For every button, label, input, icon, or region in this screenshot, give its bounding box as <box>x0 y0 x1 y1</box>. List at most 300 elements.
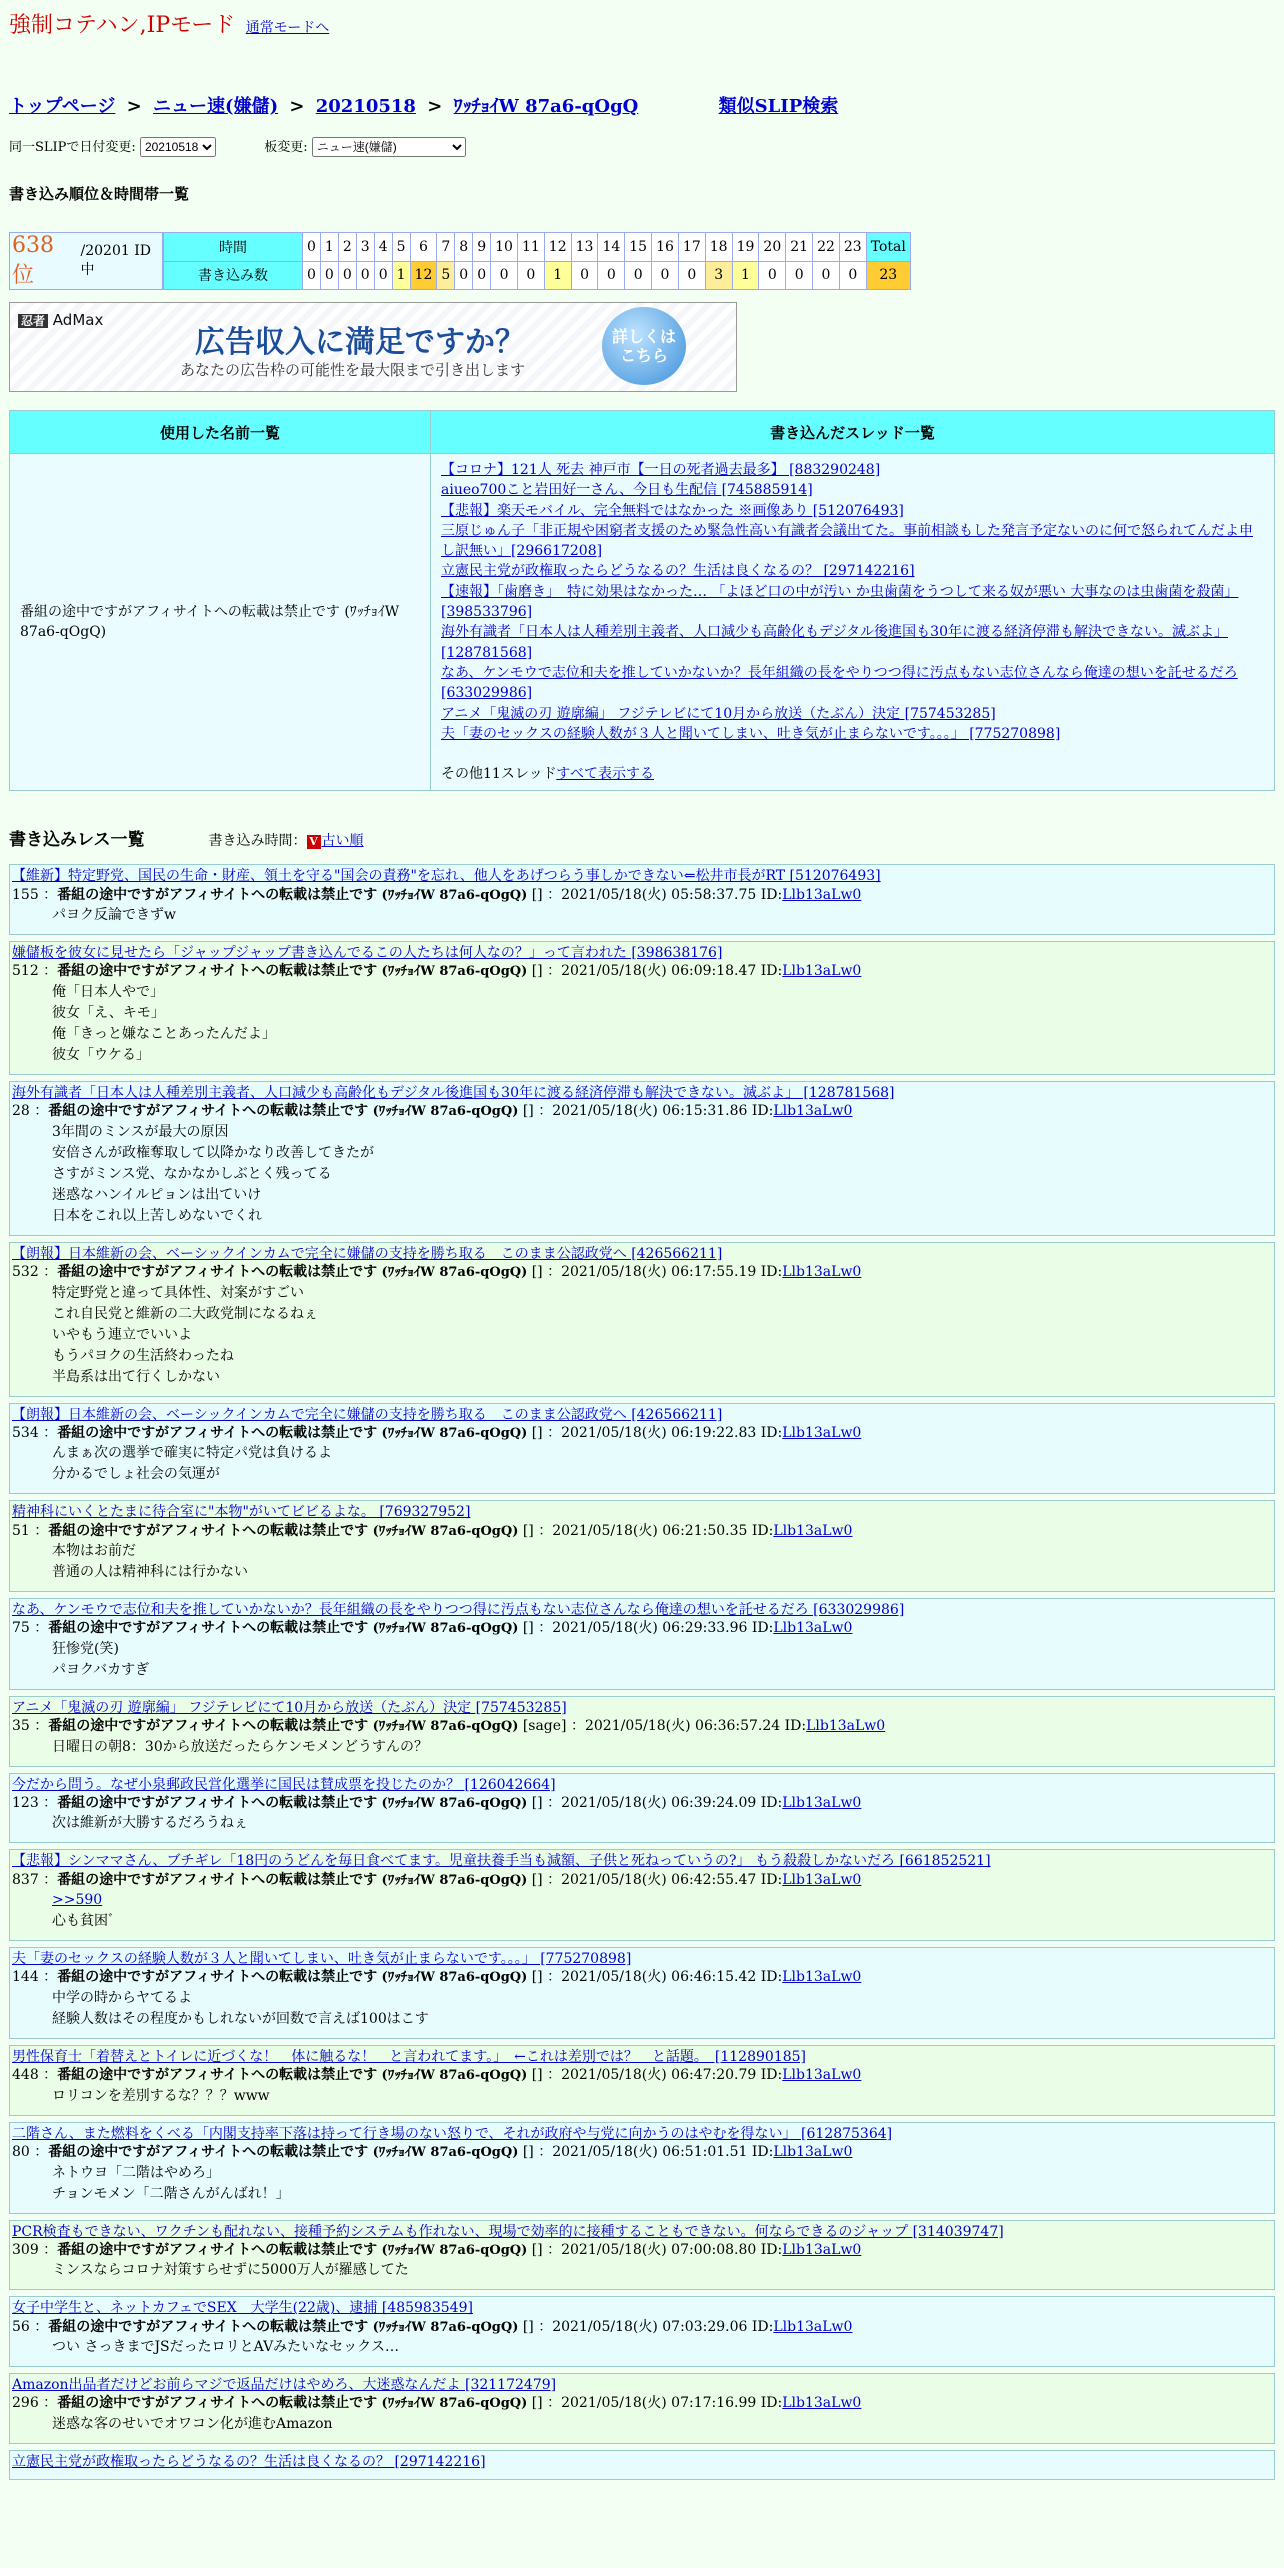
post-name: 番組の途中ですがアフィサイトへの転載は禁止です <box>57 1871 378 1888</box>
post-mail: [] <box>531 1871 543 1888</box>
names-threads-table <box>9 410 1275 791</box>
post-number: 448 <box>12 2067 39 2084</box>
post-line: 俺「日本人やで」 <box>52 984 164 1001</box>
post-thread-link[interactable]: 海外有識者「日本人は人種差別主義者、人口減少も高齢化もデジタル後進国も30年に渡る経済停滞も解決できない。滅ぶよ」 [128781568] <box>12 1085 895 1102</box>
count-cell: 0 <box>303 261 321 290</box>
post-body <box>12 982 1272 1066</box>
post-line: ネトウヨ「二階はやめろ」 <box>52 2164 220 2181</box>
hour-cell: 2 <box>338 233 356 262</box>
hour-cell: 5 <box>392 233 410 262</box>
thread-link[interactable]: 海外有識者「日本人は人種差別主義者、人口減少も高齢化もデジタル後進国も30年に渡る経済停滞も解決できない。滅ぶよ」 [128781568] <box>441 624 1228 661</box>
post <box>9 1773 1275 1844</box>
post <box>9 1849 1275 1941</box>
count-cell: 0 <box>598 261 625 290</box>
board-select[interactable] <box>312 137 466 157</box>
ranking-row <box>9 232 1275 290</box>
post-thread-link[interactable]: 精神科にいくとたまに待合室に"本物"がいてビビるよな。 [769327952] <box>12 1504 471 1521</box>
post <box>9 2296 1275 2367</box>
post-line: 心も貧困ﾞ <box>52 1913 115 1930</box>
names-header: 使用した名前一覧 <box>10 411 431 454</box>
post-meta: 532 ：番組の途中ですがアフィサイトへの転載は禁止です (ﾜｯﾁｮｲW 87a6-qOgQ) [] ：2021/05/18(火) 06:17:55.19 ID:Llb13aLw0 <box>12 1263 862 1280</box>
post-mail: [] <box>531 886 543 903</box>
post-meta: 80 ：番組の途中ですがアフィサイトへの転載は禁止です (ﾜｯﾁｮｲW 87a6-qOgQ) [] ：2021/05/18(火) 06:51:01.51 ID:Llb13aLw0 <box>12 2144 853 2161</box>
post-name: 番組の途中ですがアフィサイトへの転載は禁止です <box>57 1263 378 1280</box>
hour-cell: 14 <box>598 233 625 262</box>
post-mail: [] <box>522 2318 534 2335</box>
hour-cell: 22 <box>813 233 840 262</box>
post-trip: (ﾜｯﾁｮｲW 87a6-qOgQ) <box>381 2396 528 2412</box>
thread-link[interactable]: 立憲民主党が政権取ったらどうなるの？生活は良くなるの？ [297142216] <box>441 563 915 580</box>
post-line: パヨク反論できずw <box>52 907 176 924</box>
hour-cell: 7 <box>437 233 455 262</box>
hour-cell: 20 <box>759 233 786 262</box>
post-thread-link[interactable]: PCR検査もできない、ワクチンも配れない、接種予約システムも作れない、現場で効率的に接種することもできない。何ならできるのジャップ [314039747] <box>12 2223 1004 2240</box>
threads-header: 書き込んだスレッド一覧 <box>431 411 1275 454</box>
hours-row <box>164 233 911 262</box>
count-cell: 0 <box>625 261 652 290</box>
post-number: 512 <box>12 963 39 980</box>
post <box>9 2045 1275 2116</box>
hour-cell: 1 <box>320 233 338 262</box>
hour-cell: 12 <box>544 233 571 262</box>
thread-list <box>441 460 1264 744</box>
hour-cell: 8 <box>455 233 473 262</box>
post-thread-link[interactable]: 夫「妻のセックスの経験人数が３人と聞いてしまい、吐き気が止まらないです。。。」 [775270898] <box>12 1951 632 1968</box>
post-date: ：2021/05/18(火) 07:00:08.80 ID: <box>547 2241 783 2258</box>
post-line: 彼女「ウケる」 <box>52 1047 150 1064</box>
post <box>9 941 1275 1075</box>
post-id-link[interactable]: Llb13aLw0 <box>773 1620 853 1637</box>
thread-link[interactable]: 三原じゅん子「非正規や困窮者支援のため緊急性高い有識者会議出てた。事前相談もした発言予定ないのに何で怒られてんだよ申し訳無い」[296617208] <box>441 522 1253 560</box>
post-mail: [] <box>531 1263 543 1280</box>
breadcrumb-separator: > <box>427 96 443 117</box>
count-cell: 1 <box>732 261 759 290</box>
post-line: 迷惑なハンイルピョンは出ていけ <box>52 1186 262 1203</box>
post-body <box>12 2163 1272 2205</box>
post-line: もうパヨクの生活終わったね <box>52 1347 234 1364</box>
post-meta: 75 ：番組の途中ですがアフィサイトへの転載は禁止です (ﾜｯﾁｮｲW 87a6-qOgQ) [] ：2021/05/18(火) 06:29:33.96 ID:Llb13aLw0 <box>12 1620 853 1637</box>
post-number: 155 <box>12 886 39 903</box>
count-cell: 12 <box>410 261 437 290</box>
post-mail: [] <box>522 1522 534 1539</box>
post-mail: [] <box>531 2395 543 2412</box>
post-line: いやもう連立でいいよ <box>52 1326 192 1343</box>
post-id-link[interactable]: Llb13aLw0 <box>782 963 862 980</box>
order-control <box>209 830 364 850</box>
post-name: 番組の途中ですがアフィサイトへの転載は禁止です <box>57 2395 378 2412</box>
ad-banner[interactable] <box>9 302 737 392</box>
post-id-link[interactable]: Llb13aLw0 <box>773 1522 853 1539</box>
select-controls <box>9 136 1275 157</box>
post-name: 番組の途中ですがアフィサイトへの転載は禁止です <box>48 2318 369 2335</box>
post-body <box>12 1639 1272 1681</box>
hour-cell: 18 <box>705 233 732 262</box>
post-meta: 155 ：番組の途中ですがアフィサイトへの転載は禁止です (ﾜｯﾁｮｲW 87a6-qOgQ) [] ：2021/05/18(火) 05:58:37.75 ID:Llb13aLw0 <box>12 886 862 903</box>
rank-total: /20201 ID中 <box>80 243 151 278</box>
post <box>9 2122 1275 2214</box>
count-cell: 0 <box>759 261 786 290</box>
post-number: 51 <box>12 1522 30 1539</box>
post-trip: (ﾜｯﾁｮｲW 87a6-qOgQ) <box>372 1621 519 1637</box>
post-thread-link[interactable]: アニメ「鬼滅の刃 遊廓編」 フジテレビにて10月から放送（たぶん）決定 [757453285] <box>12 1699 567 1716</box>
post-date: ：2021/05/18(火) 07:03:29.06 ID: <box>538 2318 774 2335</box>
post-meta: 512 ：番組の途中ですがアフィサイトへの転載は禁止です (ﾜｯﾁｮｲW 87a6-qOgQ) [] ：2021/05/18(火) 06:09:18.47 ID:Llb13aLw0 <box>12 963 862 980</box>
post-meta: 51 ：番組の途中ですがアフィサイトへの転載は禁止です (ﾜｯﾁｮｲW 87a6-qOgQ) [] ：2021/05/18(火) 06:21:50.35 ID:Llb13aLw0 <box>12 1522 853 1539</box>
count-cell: 0 <box>374 261 392 290</box>
post-id-link[interactable]: Llb13aLw0 <box>782 2241 862 2258</box>
oldest-first-link[interactable]: 古い順 <box>321 833 364 850</box>
post-body <box>12 2260 1272 2281</box>
post-id-link[interactable]: Llb13aLw0 <box>773 1103 853 1120</box>
reply-anchor-link[interactable]: >>590 <box>52 1892 103 1909</box>
post-line: 日本をこれ以上苦しめないでくれ <box>52 1207 262 1224</box>
post-trip: (ﾜｯﾁｮｲW 87a6-qOgQ) <box>381 887 528 903</box>
hour-cell: 11 <box>517 233 544 262</box>
thread-link[interactable]: aiueo700こと岩田好一さん、今日も生配信 [745885914] <box>441 482 813 499</box>
post-trip: (ﾜｯﾁｮｲW 87a6-qOgQ) <box>381 1795 528 1811</box>
show-all-link[interactable]: すべて表示する <box>556 766 654 783</box>
post-line: 日曜日の朝8：30から放送だったらケンモメンどうすんの？ <box>52 1738 429 1755</box>
post-line: 中学の時からヤてるよ <box>52 1990 192 2007</box>
normal-mode-link[interactable]: 通常モードへ <box>245 20 330 36</box>
mode-title: 強制コテハン,IPモード <box>9 13 236 38</box>
post-mail: [] <box>522 1103 534 1120</box>
post-trip: (ﾜｯﾁｮｲW 87a6-qOgQ) <box>381 964 528 980</box>
ad-subtext: あなたの広告枠の可能性を最大限まで引き出します <box>180 361 526 379</box>
res-section-title: 書き込みレス一覧 <box>9 830 145 851</box>
post-body <box>12 905 1272 926</box>
post-body <box>12 1541 1272 1583</box>
post-mail: [] <box>531 1424 543 1441</box>
post-body <box>12 1122 1272 1227</box>
post-number: 837 <box>12 1871 39 1888</box>
date-select[interactable] <box>140 137 216 157</box>
post-name: 番組の途中ですがアフィサイトへの転載は禁止です <box>48 2144 369 2161</box>
names-cell <box>10 454 431 791</box>
breadcrumb <box>9 92 1275 118</box>
post-thread-link[interactable]: 【朗報】日本維新の会、ベーシックインカムで完全に嫌儲の支持を勝ち取る このまま公認政党へ [426566211] <box>12 1245 723 1262</box>
post-line: さすがミンス党、なかなかしぶとく残ってる <box>52 1165 332 1182</box>
post-id-link[interactable]: Llb13aLw0 <box>782 1871 862 1888</box>
board-change-label: 板変更: <box>264 140 308 155</box>
post-mail: [] <box>531 2067 543 2084</box>
count-cell: 0 <box>356 261 374 290</box>
count-cell: 1 <box>544 261 571 290</box>
post <box>9 1403 1275 1495</box>
post-id-link[interactable]: Llb13aLw0 <box>782 886 862 903</box>
hour-cell: 6 <box>410 233 437 262</box>
post-line: 3年間のミンスが最大の原因 <box>52 1123 229 1140</box>
sort-icon: V <box>307 835 321 849</box>
count-cell: 0 <box>517 261 544 290</box>
post-mail: [] <box>531 1794 543 1811</box>
hour-cell: 4 <box>374 233 392 262</box>
post-number: 532 <box>12 1263 39 1280</box>
post-body <box>12 1443 1272 1485</box>
post-body <box>12 1737 1272 1758</box>
post-line: これ自民党と維新の二大政党制になるねぇ <box>52 1305 318 1322</box>
post-name: 番組の途中ですがアフィサイトへの転載は禁止です <box>48 1620 369 1637</box>
rank-box <box>9 232 163 290</box>
post-thread-link[interactable]: なあ、ケンモウで志位和夫を推していかないか？長年組織の長をやりつつ得に汚点もない志位さんなら俺達の想いを託せるだろ [633029986] <box>12 1602 905 1619</box>
post-date: ：2021/05/18(火) 07:17:16.99 ID: <box>547 2395 783 2412</box>
post-name: 番組の途中ですがアフィサイトへの転載は禁止です <box>48 1103 369 1120</box>
post-line: 安倍さんが政権奪取して以降かなり改善してきたが <box>52 1144 374 1161</box>
post-line: 彼女「え、キモ」 <box>52 1005 165 1022</box>
post-line: ミンスならコロナ対策すらせずに5000万人が羅感してた <box>52 2262 409 2279</box>
post-number: 35 <box>12 1718 30 1735</box>
post-trip: (ﾜｯﾁｮｲW 87a6-qOgQ) <box>381 1425 528 1441</box>
breadcrumb-date[interactable]: 20210518 <box>315 96 416 117</box>
order-label: 書き込み時間： <box>208 833 307 850</box>
post-body <box>12 2086 1272 2107</box>
count-cell: 0 <box>455 261 473 290</box>
post-meta: 837 ：番組の途中ですがアフィサイトへの転載は禁止です (ﾜｯﾁｮｲW 87a6-qOgQ) [] ：2021/05/18(火) 06:42:55.47 ID:Llb13aLw0 <box>12 1871 862 1888</box>
post-id-link[interactable]: Llb13aLw0 <box>806 1718 886 1735</box>
post-thread-link[interactable]: 【悲報】シンママさん、ブチギレ「18円のうどんを毎日食べてます。児童扶養手当も減額、子供と死ねっていうの?」 もう殺殺しかないだろ [661852521] <box>12 1853 991 1870</box>
count-cell: 0 <box>678 261 705 290</box>
post-mail: [] <box>522 2144 534 2161</box>
post-line: 半島系は出て行くしかない <box>52 1368 220 1385</box>
post-number: 56 <box>12 2318 30 2335</box>
hour-cell: 13 <box>571 233 598 262</box>
post-date: ：2021/05/18(火) 06:42:55.47 ID: <box>547 1871 783 1888</box>
post-trip: (ﾜｯﾁｮｲW 87a6-qOgQ) <box>381 2242 528 2258</box>
post-date: ：2021/05/18(火) 06:09:18.47 ID: <box>547 963 783 980</box>
post-date: ：2021/05/18(火) 05:58:37.75 ID: <box>547 886 783 903</box>
post-date: ：2021/05/18(火) 06:46:15.42 ID: <box>547 1969 783 1986</box>
used-name: 番組の途中ですがアフィサイトへの転載は禁止です (ﾜｯﾁｮｲW 87a6-qOgQ) <box>20 603 400 641</box>
post-id-link[interactable]: Llb13aLw0 <box>773 2318 853 2335</box>
thread-link[interactable]: なあ、ケンモウで志位和夫を推していかないか？長年組織の長をやりつつ得に汚点もない志位さんなら俺達の想いを託せるだろ [633029986] <box>441 664 1238 702</box>
post-thread-link[interactable]: 嫌儲板を彼女に見せたら「ジャップジャップ書き込んでるこの人たちは何人なの？」って言われた [398638176] <box>12 945 723 962</box>
post-id-link[interactable]: Llb13aLw0 <box>782 1424 862 1441</box>
ad-details-button[interactable]: 詳しくは こちら <box>602 307 686 385</box>
breadcrumb-separator: > <box>289 96 305 117</box>
thread-link[interactable]: 夫「妻のセックスの経験人数が３人と聞いてしまい、吐き気が止まらないです。。。」 [775270898] <box>441 725 1061 742</box>
post-meta: 534 ：番組の途中ですがアフィサイトへの転載は禁止です (ﾜｯﾁｮｲW 87a6-qOgQ) [] ：2021/05/18(火) 06:19:22.83 ID:Llb13aLw0 <box>12 1424 862 1441</box>
post-trip: (ﾜｯﾁｮｲW 87a6-qOgQ) <box>381 1872 528 1888</box>
post-meta: 123 ：番組の途中ですがアフィサイトへの転載は禁止です (ﾜｯﾁｮｲW 87a6-qOgQ) [] ：2021/05/18(火) 06:39:24.09 ID:Llb13aLw0 <box>12 1794 862 1811</box>
other-threads: その他11スレッドすべて表示する <box>441 766 654 783</box>
thread-link[interactable]: 【速報】「歯磨き」 特に効果はなかった… 「よほど口の中が汚い か虫歯菌をうつして来る奴が悪い 大事なのは虫歯菌を殺菌」 [398533796] <box>441 583 1239 621</box>
post-thread-link[interactable]: 【朗報】日本維新の会、ベーシックインカムで完全に嫌儲の支持を勝ち取る このまま公認政党へ [426566211] <box>12 1406 723 1423</box>
post-line: 特定野党と違って具体性、対案がすごい <box>52 1284 304 1301</box>
posts-list <box>9 864 1275 2480</box>
post-number: 28 <box>12 1103 30 1120</box>
hour-cell: 23 <box>839 233 866 262</box>
post-body <box>12 2337 1272 2358</box>
count-cell: 0 <box>813 261 840 290</box>
post-meta: 35 ：番組の途中ですがアフィサイトへの転載は禁止です (ﾜｯﾁｮｲW 87a6-qOgQ) [sage] ：2021/05/18(火) 06:36:57.24 ID:Llb13aLw0 <box>12 1718 886 1735</box>
post-date: ：2021/05/18(火) 06:36:57.24 ID: <box>570 1718 807 1735</box>
post-trip: (ﾜｯﾁｮｲW 87a6-qOgQ) <box>381 1264 528 1280</box>
post-date: ：2021/05/18(火) 06:51:01.51 ID: <box>538 2144 774 2161</box>
post-name: 番組の途中ですがアフィサイトへの転載は禁止です <box>57 886 378 903</box>
post-meta: 28 ：番組の途中ですがアフィサイトへの転載は禁止です (ﾜｯﾁｮｲW 87a6-qOgQ) [] ：2021/05/18(火) 06:15:31.86 ID:Llb13aLw0 <box>12 1103 853 1120</box>
post-line: 狂惨党(笑) <box>52 1640 119 1657</box>
post-date: ：2021/05/18(火) 06:39:24.09 ID: <box>547 1794 783 1811</box>
post-trip: (ﾜｯﾁｮｲW 87a6-qOgQ) <box>381 1970 528 1986</box>
post-body <box>12 1283 1272 1388</box>
post-name: 番組の途中ですがアフィサイトへの転載は禁止です <box>57 2067 378 2084</box>
count-cell: 0 <box>491 261 518 290</box>
hour-cell: 9 <box>473 233 491 262</box>
post-thread-link[interactable]: Amazon出品者だけどお前らマジで返品だけはやめろ、大迷惑なんだよ [321172479] <box>12 2377 557 2394</box>
post <box>9 1081 1275 1236</box>
total-label: Total <box>866 233 910 262</box>
mode-header <box>9 8 1275 38</box>
thread-link[interactable]: 【悲報】楽天モバイル、完全無料ではなかった ※画像あり [512076493] <box>441 502 904 519</box>
post-mail: [sage] <box>522 1718 567 1735</box>
hour-cell: 15 <box>625 233 652 262</box>
post-trip: (ﾜｯﾁｮｲW 87a6-qOgQ) <box>372 2319 519 2335</box>
post-body <box>12 1813 1272 1834</box>
post <box>9 1598 1275 1690</box>
post-mail: [] <box>531 1969 543 1986</box>
post-id-link[interactable]: Llb13aLw0 <box>782 2067 862 2084</box>
post-meta: 144 ：番組の途中ですがアフィサイトへの転載は禁止です (ﾜｯﾁｮｲW 87a6-qOgQ) [] ：2021/05/18(火) 06:46:15.42 ID:Llb13aLw0 <box>12 1969 862 1986</box>
post-id-link[interactable]: Llb13aLw0 <box>782 1969 862 1986</box>
post-number: 80 <box>12 2144 30 2161</box>
count-cell: 5 <box>437 261 455 290</box>
count-cell: 0 <box>786 261 813 290</box>
post-name: 番組の途中ですがアフィサイトへの転載は禁止です <box>48 1522 369 1539</box>
post-name: 番組の途中ですがアフィサイトへの転載は禁止です <box>48 1718 369 1735</box>
post-number: 144 <box>12 1969 39 1986</box>
post-id-link[interactable]: Llb13aLw0 <box>773 2144 853 2161</box>
post-date: ：2021/05/18(火) 06:15:31.86 ID: <box>538 1103 774 1120</box>
hour-cell: 16 <box>652 233 679 262</box>
date-change-label: 同一SLIPで日付変更: <box>9 140 136 155</box>
post-date: ：2021/05/18(火) 06:21:50.35 ID: <box>538 1522 774 1539</box>
post-trip: (ﾜｯﾁｮｲW 87a6-qOgQ) <box>372 1719 519 1735</box>
post <box>9 1242 1275 1397</box>
post <box>9 864 1275 935</box>
post-line: ロリコンを差別するな？？？www <box>52 2087 270 2104</box>
post-thread-link[interactable]: 女子中学生と、ネットカフェでSEX 大学生(22歳)、逮捕 [485983549] <box>12 2300 473 2317</box>
post-meta: 448 ：番組の途中ですがアフィサイトへの転載は禁止です (ﾜｯﾁｮｲW 87a6-qOgQ) [] ：2021/05/18(火) 06:47:20.79 ID:Llb13aLw0 <box>12 2067 862 2084</box>
res-header <box>9 825 1275 850</box>
post-line: つい さっきまでJSだったロリとAVみたいなセックス… <box>52 2339 400 2356</box>
hourly-table <box>163 232 911 290</box>
post-id-link[interactable]: Llb13aLw0 <box>782 2395 862 2412</box>
similar-slip-search-link[interactable]: 類似SLIP検索 <box>718 96 839 117</box>
count-cell: 0 <box>473 261 491 290</box>
post-date: ：2021/05/18(火) 06:19:22.83 ID: <box>547 1424 783 1441</box>
post-line: 経験人数はその程度かもしれないが回数で言えば100はこす <box>52 2011 429 2028</box>
count-cell: 0 <box>652 261 679 290</box>
post-id-link[interactable]: Llb13aLw0 <box>782 1263 862 1280</box>
post-trip: (ﾜｯﾁｮｲW 87a6-qOgQ) <box>372 2145 519 2161</box>
thread-link[interactable]: アニメ「鬼滅の刃 遊廓編」 フジテレビにて10月から放送（たぶん）決定 [757453285] <box>441 705 996 722</box>
post-trip: (ﾜｯﾁｮｲW 87a6-qOgQ) <box>372 1104 519 1120</box>
ad-logo: 忍者 AdMax <box>18 311 103 329</box>
breadcrumb-separator: > <box>126 96 142 117</box>
post-name: 番組の途中ですがアフィサイトへの転載は禁止です <box>57 1969 378 1986</box>
ad-headline: 広告収入に満足ですか？ <box>195 325 525 360</box>
post-line: 俺「きっと嫌なことあったんだよ」 <box>52 1026 276 1043</box>
post-date: ：2021/05/18(火) 06:17:55.19 ID: <box>547 1263 783 1280</box>
count-cell: 0 <box>338 261 356 290</box>
post-date: ：2021/05/18(火) 06:29:33.96 ID: <box>538 1620 774 1637</box>
breadcrumb-top[interactable]: トップページ <box>9 96 116 117</box>
post-trip: (ﾜｯﾁｮｲW 87a6-qOgQ) <box>372 1523 519 1539</box>
hour-cell: 3 <box>356 233 374 262</box>
post-thread-link[interactable]: 今だから問う。なぜ小泉郵政民営化選挙に国民は賛成票を投じたのか？ [126042664] <box>12 1776 556 1793</box>
post-thread-link[interactable]: 二階さん、また燃料をくべる「内閣支持率下落は持って行き場のない怒りで、それが政府や与党に向かうのはやむを得ない」 [612875364] <box>12 2125 893 2142</box>
total-value: 23 <box>866 261 910 290</box>
thread-link[interactable]: 【コロナ】121人 死去 神戸市【一日の死者過去最多】 [883290248] <box>441 462 881 478</box>
hour-cell: 21 <box>786 233 813 262</box>
rank-value: 638 位 <box>12 233 54 288</box>
post-name: 番組の途中ですがアフィサイトへの転載は禁止です <box>57 2241 378 2258</box>
post-body <box>12 2414 1272 2435</box>
count-cell: 0 <box>839 261 866 290</box>
post-number: 123 <box>12 1794 39 1811</box>
post-line: パヨクバカすぎ <box>52 1661 150 1678</box>
post-line: 迷惑な客のせいでオワコン化が進むAmazon <box>52 2415 333 2432</box>
time-row-label: 時間 <box>164 233 303 262</box>
post-mail: [] <box>531 963 543 980</box>
post <box>9 2220 1275 2291</box>
count-cell: 0 <box>320 261 338 290</box>
post-thread-link[interactable]: 立憲民主党が政権取ったらどうなるの？生活は良くなるの？ [297142216] <box>12 2453 486 2470</box>
breadcrumb-slip[interactable]: ﾜｯﾁｮｲW 87a6-qOgQ <box>453 96 639 117</box>
post-name: 番組の途中ですがアフィサイトへの転載は禁止です <box>57 963 378 980</box>
count-cell: 0 <box>571 261 598 290</box>
post-number: 534 <box>12 1424 39 1441</box>
post-mail: [] <box>531 2241 543 2258</box>
post-meta: 309 ：番組の途中ですがアフィサイトへの転載は禁止です (ﾜｯﾁｮｲW 87a6-qOgQ) [] ：2021/05/18(火) 07:00:08.80 ID:Llb13aLw0 <box>12 2241 862 2258</box>
threads-cell <box>431 454 1275 791</box>
hour-cell: 17 <box>678 233 705 262</box>
post <box>9 1696 1275 1767</box>
counts-row <box>164 261 911 290</box>
post-line: んまぁ次の選挙で確実に特定パ党は負けるよ <box>52 1445 332 1462</box>
post-line: チョンモメン「二階さんがんばれ！」 <box>52 2185 290 2202</box>
post-thread-link[interactable]: 【維新】特定野党、国民の生命・財産、領土を守る"国会の責務"を忘れ、他人をあげつらう事しかできない⇐松井市長がRT [512076493] <box>12 868 881 885</box>
post-body <box>12 1890 1272 1932</box>
post-mail: [] <box>522 1620 534 1637</box>
post <box>9 2373 1275 2444</box>
post-id-link[interactable]: Llb13aLw0 <box>782 1794 862 1811</box>
hour-cell: 19 <box>732 233 759 262</box>
post-body <box>12 1988 1272 2030</box>
hour-cell: 10 <box>491 233 518 262</box>
post-line: 分かるでしょ社会の気運が <box>52 1466 220 1483</box>
breadcrumb-board[interactable]: ニュー速(嫌儲) <box>153 96 279 117</box>
post-number: 75 <box>12 1620 30 1637</box>
post-number: 309 <box>12 2241 39 2258</box>
ranking-section-title: 書き込み順位＆時間帯一覧 <box>9 185 190 203</box>
post-date: ：2021/05/18(火) 06:47:20.79 ID: <box>547 2067 783 2084</box>
post-line: 普通の人は精神科には行かない <box>52 1564 248 1581</box>
post <box>9 1947 1275 2039</box>
post-thread-link[interactable]: 男性保育士「着替えとトイレに近づくな！ 体に触るな！ と言われてます。」 ←これは差別では？ と話題。 [112890185] <box>12 2049 806 2066</box>
count-cell: 3 <box>705 261 732 290</box>
post-meta: 56 ：番組の途中ですがアフィサイトへの転載は禁止です (ﾜｯﾁｮｲW 87a6-qOgQ) [] ：2021/05/18(火) 07:03:29.06 ID:Llb13aLw0 <box>12 2318 853 2335</box>
post-trip: (ﾜｯﾁｮｲW 87a6-qOgQ) <box>381 2068 528 2084</box>
post-line: 次は維新が大勝するだろうねぇ <box>52 1815 248 1832</box>
post-name: 番組の途中ですがアフィサイトへの転載は禁止です <box>57 1794 378 1811</box>
post <box>9 2450 1275 2480</box>
hour-cell: 0 <box>303 233 321 262</box>
count-row-label: 書き込み数 <box>164 261 303 290</box>
post-meta: 296 ：番組の途中ですがアフィサイトへの転載は禁止です (ﾜｯﾁｮｲW 87a6-qOgQ) [] ：2021/05/18(火) 07:17:16.99 ID:Llb13aLw0 <box>12 2395 862 2412</box>
post-line: 本物はお前だ <box>52 1543 136 1560</box>
count-cell: 1 <box>392 261 410 290</box>
